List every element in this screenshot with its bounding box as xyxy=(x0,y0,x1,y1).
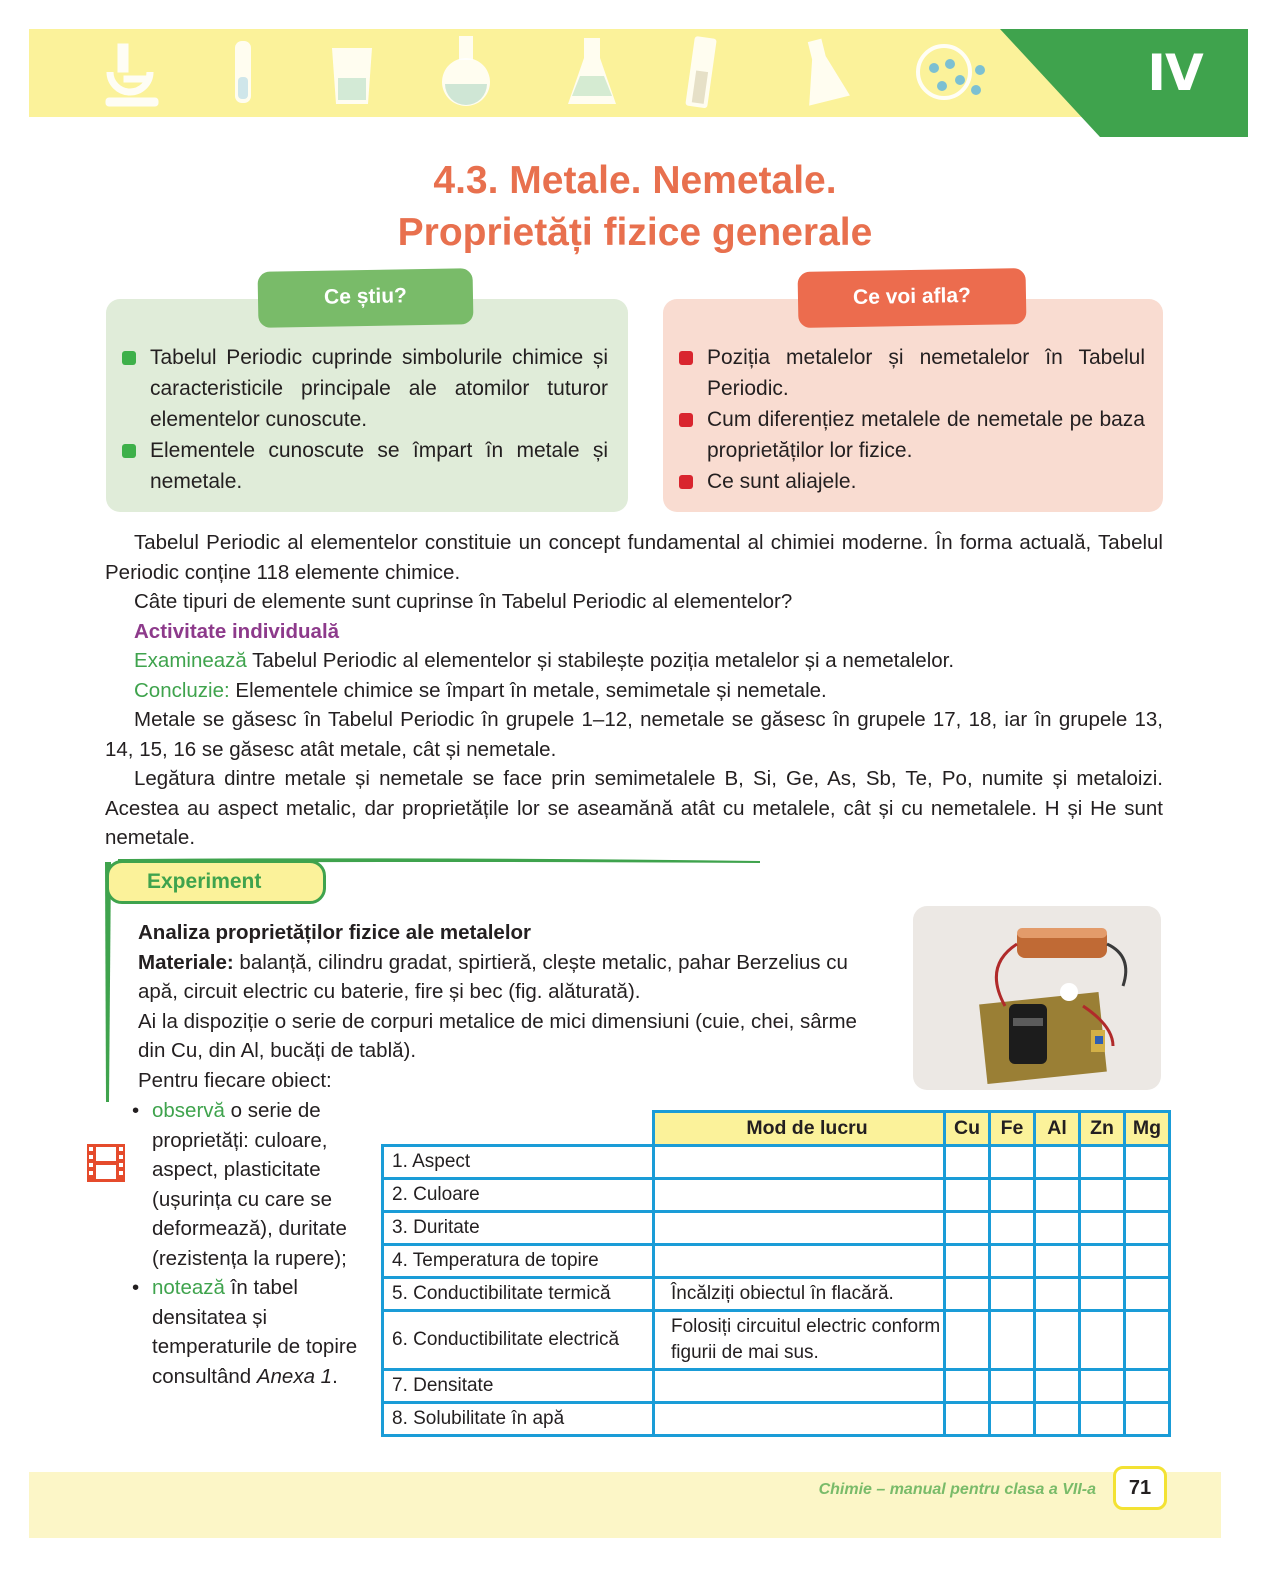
table-row xyxy=(383,1146,1170,1179)
lesson-title-line1: 4.3. Metale. Nemetale. xyxy=(433,159,837,202)
property-cell: 1. Aspect xyxy=(383,1146,654,1179)
table-row xyxy=(383,1403,1170,1436)
element-header-al: Al xyxy=(1035,1112,1080,1146)
answer-cell[interactable] xyxy=(990,1370,1035,1403)
know-label: Ce știu? xyxy=(258,268,474,328)
answer-cell[interactable] xyxy=(945,1146,990,1179)
answer-cell[interactable] xyxy=(1035,1370,1080,1403)
answer-cell[interactable] xyxy=(1125,1370,1170,1403)
paragraph-examine xyxy=(105,646,1163,676)
element-header-fe: Fe xyxy=(990,1112,1035,1146)
circuit-photo xyxy=(913,906,1161,1090)
table-row xyxy=(383,1311,1170,1370)
green-square-bullet-icon xyxy=(122,444,136,458)
molecule-icon xyxy=(918,46,985,98)
learn-item: Poziția metalelor și nemetalelor în Tabelul Periodic. xyxy=(679,342,1145,404)
property-cell: 2. Culoare xyxy=(383,1179,654,1212)
answer-cell[interactable] xyxy=(945,1370,990,1403)
answer-cell[interactable] xyxy=(990,1212,1035,1245)
instruction-list xyxy=(130,1096,370,1391)
answer-cell[interactable] xyxy=(1035,1403,1080,1436)
answer-cell[interactable] xyxy=(945,1212,990,1245)
paragraph-groups: Metale se găsesc în Tabelul Periodic în grupele 1–12, nemetale se găsesc în grupele 17, 18, iar în grupele 13, 14, 15, 16 se găsesc atât metale, cât și nemetale. xyxy=(105,708,1163,761)
answer-cell[interactable] xyxy=(1035,1278,1080,1311)
answer-cell[interactable] xyxy=(990,1146,1035,1179)
for-each-object: Pentru fiecare obiect: xyxy=(138,1068,332,1092)
mode-cell: Folosiți circuitul electric conform figurii de mai sus. xyxy=(654,1311,945,1370)
element-header-zn: Zn xyxy=(1080,1112,1125,1146)
mode-cell xyxy=(654,1245,945,1278)
answer-cell[interactable] xyxy=(990,1278,1035,1311)
mode-cell xyxy=(654,1370,945,1403)
answer-cell[interactable] xyxy=(1080,1179,1125,1212)
property-cell: 3. Duritate xyxy=(383,1212,654,1245)
materials xyxy=(138,948,878,1007)
video-film-icon[interactable] xyxy=(86,1143,126,1183)
learn-item: Cum diferențiez metalele de nemetale pe baza proprietăților lor fizice. xyxy=(679,404,1145,466)
bullet-dot-icon: • xyxy=(132,1099,140,1122)
microscope-icon xyxy=(106,44,158,106)
property-cell: 6. Conductibilitate electrică xyxy=(383,1311,654,1370)
table-row xyxy=(383,1370,1170,1403)
answer-cell[interactable] xyxy=(1035,1245,1080,1278)
available-objects: Ai la dispoziție o serie de corpuri metalice de mici dimensiuni (cuie, chei, sârme din Cu, din Al, bucăți de tablă). xyxy=(138,1009,857,1062)
conclusion-label: Concluzie: xyxy=(134,678,230,702)
learn-label: Ce voi afla? xyxy=(798,268,1027,328)
lesson-title-line2: Proprietăți fizice generale xyxy=(397,211,873,254)
answer-cell[interactable] xyxy=(1080,1212,1125,1245)
test-tube-icon xyxy=(235,41,251,103)
red-square-bullet-icon xyxy=(679,475,693,489)
table-header-row xyxy=(383,1112,1170,1146)
activity-title: Activitate individuală xyxy=(134,619,340,643)
know-list xyxy=(122,342,608,497)
answer-cell[interactable] xyxy=(1080,1370,1125,1403)
answer-cell[interactable] xyxy=(1035,1311,1080,1370)
property-cell: 8. Solubilitate în apă xyxy=(383,1403,654,1436)
answer-cell[interactable] xyxy=(1125,1311,1170,1370)
answer-cell[interactable] xyxy=(1125,1245,1170,1278)
green-square-bullet-icon xyxy=(122,351,136,365)
mode-header: Mod de lucru xyxy=(654,1112,945,1146)
header-lab-icons xyxy=(100,36,1000,110)
mode-cell xyxy=(654,1146,945,1179)
table-row xyxy=(383,1278,1170,1311)
answer-cell[interactable] xyxy=(945,1179,990,1212)
conclusion-text: Elementele chimice se împart în metale, semimetale și nemetale. xyxy=(229,678,827,702)
paragraph-intro: Tabelul Periodic al elementelor constituie un concept fundamental al chimiei moderne. În forma actuală, Tabelul Periodic conține 118 elemente chimice. xyxy=(105,531,1163,584)
red-square-bullet-icon xyxy=(679,351,693,365)
answer-cell[interactable] xyxy=(1125,1212,1170,1245)
bullet-dot-icon: • xyxy=(132,1276,140,1299)
learn-list xyxy=(679,342,1145,497)
graduated-cylinder-icon xyxy=(685,36,717,108)
chapter-number: IV xyxy=(1147,44,1203,102)
examine-label: Examinează xyxy=(134,649,247,672)
property-cell: 4. Temperatura de topire xyxy=(383,1245,654,1278)
instruction-note: • notează în tabel densitatea și temperaturile de topire consultând Anexa 1. xyxy=(130,1273,370,1391)
answer-cell[interactable] xyxy=(945,1311,990,1370)
table-row xyxy=(383,1245,1170,1278)
mode-cell: Încălziți obiectul în flacără. xyxy=(654,1278,945,1311)
conical-flask-icon xyxy=(794,36,850,106)
paragraph-conclusion xyxy=(105,676,1163,706)
answer-cell[interactable] xyxy=(945,1278,990,1311)
know-item: Tabelul Periodic cuprinde simbolurile chimice și caracteristicile principale ale atomilor tuturor elementelor cunoscute. xyxy=(122,342,608,435)
mode-cell xyxy=(654,1179,945,1212)
page-number: 71 xyxy=(1113,1466,1167,1510)
answer-cell[interactable] xyxy=(1080,1403,1125,1436)
answer-cell[interactable] xyxy=(945,1245,990,1278)
properties-table xyxy=(381,1110,1171,1437)
lesson-title xyxy=(0,155,1270,259)
property-cell: 7. Densitate xyxy=(383,1370,654,1403)
answer-cell[interactable] xyxy=(1035,1212,1080,1245)
mode-cell xyxy=(654,1403,945,1436)
answer-cell[interactable] xyxy=(1080,1245,1125,1278)
answer-cell[interactable] xyxy=(990,1245,1035,1278)
experiment-label: Experiment xyxy=(106,860,326,904)
answer-cell[interactable] xyxy=(1125,1179,1170,1212)
element-header-cu: Cu xyxy=(945,1112,990,1146)
instruction-observe: • observă o serie de proprietăți: culoare, aspect, plasticitate (ușurința cu care se deformează), duritate (rezistența la rupere); xyxy=(130,1096,370,1273)
paragraph-metalloids: Legătura dintre metale și nemetale se face prin semimetalele B, Si, Ge, As, Sb, Te, Po, numite și metaloizi. Acestea au aspect metalic, dar proprietățile lor se aseamănă atât cu metalele, cât și cu nemetalele. H și He sunt nemetale. xyxy=(105,767,1163,849)
materials-label: Materiale: xyxy=(138,950,234,974)
round-flask-icon xyxy=(442,36,490,106)
beaker-icon xyxy=(332,48,372,104)
property-cell: 5. Conductibilitate termică xyxy=(383,1278,654,1311)
answer-cell[interactable] xyxy=(1080,1311,1125,1370)
learn-item: Ce sunt aliajele. xyxy=(679,466,1145,497)
answer-cell[interactable] xyxy=(1125,1146,1170,1179)
answer-cell[interactable] xyxy=(1035,1146,1080,1179)
table-row xyxy=(383,1212,1170,1245)
answer-cell[interactable] xyxy=(990,1403,1035,1436)
answer-cell[interactable] xyxy=(1035,1179,1080,1212)
element-header-mg: Mg xyxy=(1125,1112,1170,1146)
answer-cell[interactable] xyxy=(990,1311,1035,1370)
paragraph-question: Câte tipuri de elemente sunt cuprinse în Tabelul Periodic al elementelor? xyxy=(134,590,793,613)
answer-cell[interactable] xyxy=(990,1179,1035,1212)
examine-text: Tabelul Periodic al elementelor și stabilește poziția metalelor și a nemetalelor. xyxy=(246,649,955,672)
answer-cell[interactable] xyxy=(1125,1403,1170,1436)
answer-cell[interactable] xyxy=(1125,1278,1170,1311)
footer-book-title: Chimie – manual pentru clasa a VII-a xyxy=(818,1481,1096,1498)
red-square-bullet-icon xyxy=(679,413,693,427)
table-corner xyxy=(383,1112,654,1146)
answer-cell[interactable] xyxy=(1080,1278,1125,1311)
materials-text: balanță, cilindru gradat, spirtieră, clește metalic, pahar Berzelius cu apă, circuit electric cu baterie, fire și bec (fig. alăturată). xyxy=(138,950,848,1003)
experiment-title: Analiza proprietăților fizice ale metalelor xyxy=(138,921,532,944)
experiment-text xyxy=(138,918,878,1095)
answer-cell[interactable] xyxy=(1080,1146,1125,1179)
know-item: Elementele cunoscute se împart în metale și nemetale. xyxy=(122,435,608,497)
answer-cell[interactable] xyxy=(945,1403,990,1436)
body-text xyxy=(105,528,1163,853)
mode-cell xyxy=(654,1212,945,1245)
table-row xyxy=(383,1179,1170,1212)
erlenmeyer-flask-icon xyxy=(568,38,616,104)
